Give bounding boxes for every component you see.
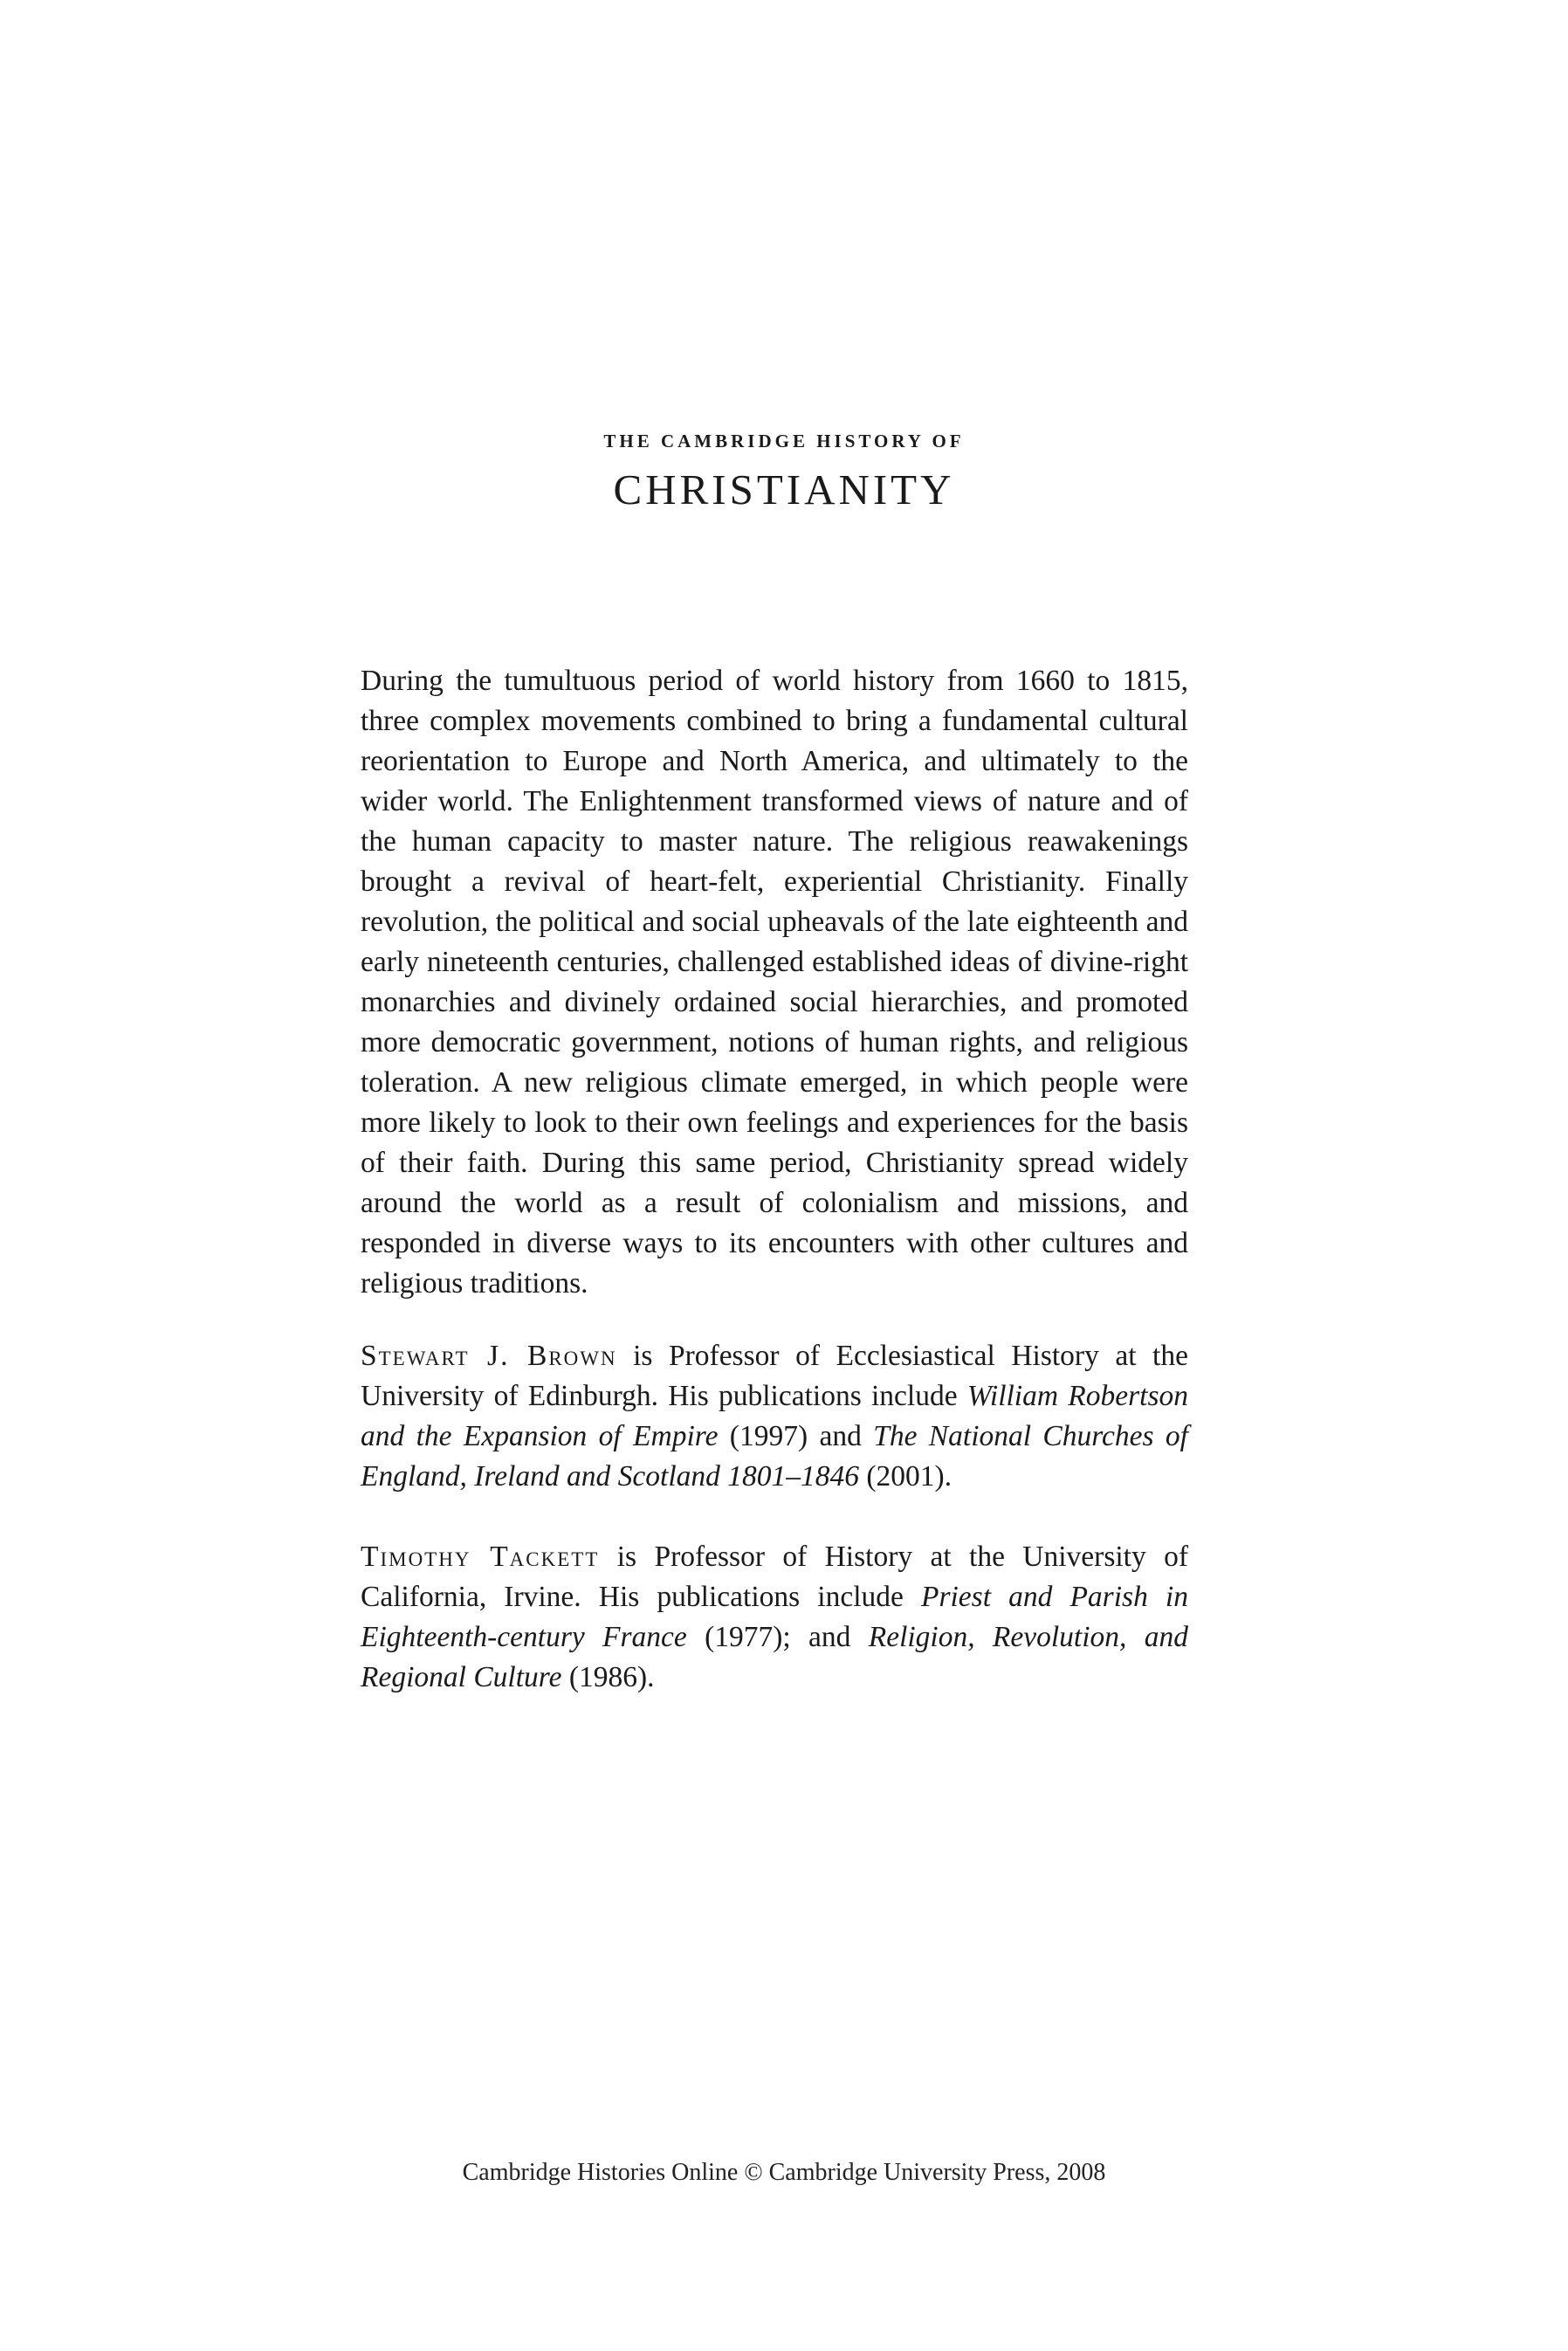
series-label: THE CAMBRIDGE HISTORY OF <box>603 431 965 452</box>
page-title: CHRISTIANITY <box>613 465 955 514</box>
publication-title: William Robertson and the Expansion of Empire <box>361 1380 1189 1452</box>
author-name: Timothy Tackett <box>361 1541 600 1573</box>
author-name: Stewart J. Brown <box>361 1340 617 1372</box>
copyright-footer: Cambridge Histories Online © Cambridge University Press, 2008 <box>462 2159 1106 2186</box>
author-bio-tackett <box>361 1537 1188 1698</box>
publication-title: Religion, Revolution, and Regional Culture <box>361 1621 1188 1693</box>
book-description: During the tumultuous period of world history from 1660 to 1815, three complex movements combined to bring a fundamental cultural reorientation to Europe and North America, and ultimately to the wider world. The Enlightenment transformed views of nature and of the human capacity to master nature. The religious reawakenings brought a revival of heart-felt, experiential Christianity. Finally revolution, the political and social upheavals of the late eighteenth and early nineteenth centuries, challenged established ideas of divine-right monarchies and divinely ordained social hierarchies, and promoted more democratic government, notions of human rights, and religious toleration. A new religious climate emerged, in which people were more likely to look to their own feelings and experiences for the basis of their faith. During this same period, Christianity spread widely around the world as a result of colonialism and missions, and responded in diverse ways to its encounters with other cultures and religious traditions. <box>361 665 1188 1300</box>
publication-title: Priest and Parish in Eighteenth-century France <box>361 1581 1188 1653</box>
bio-text: (1986). <box>561 1661 655 1693</box>
publication-title: The National Churches of England, Ireland and Scotland 1801–1846 <box>361 1420 1188 1493</box>
bio-text: (2001). <box>859 1460 952 1493</box>
bio-text: (1997) and <box>718 1420 874 1452</box>
bio-text: is Professor of History at the University of California, Irvine. His publications include <box>361 1541 1188 1613</box>
bio-text: (1977); and <box>686 1621 869 1653</box>
author-bio-brown <box>361 1336 1188 1497</box>
bio-text: is Professor of Ecclesiastical History at the University of Edinburgh. His publications include <box>361 1340 1188 1412</box>
